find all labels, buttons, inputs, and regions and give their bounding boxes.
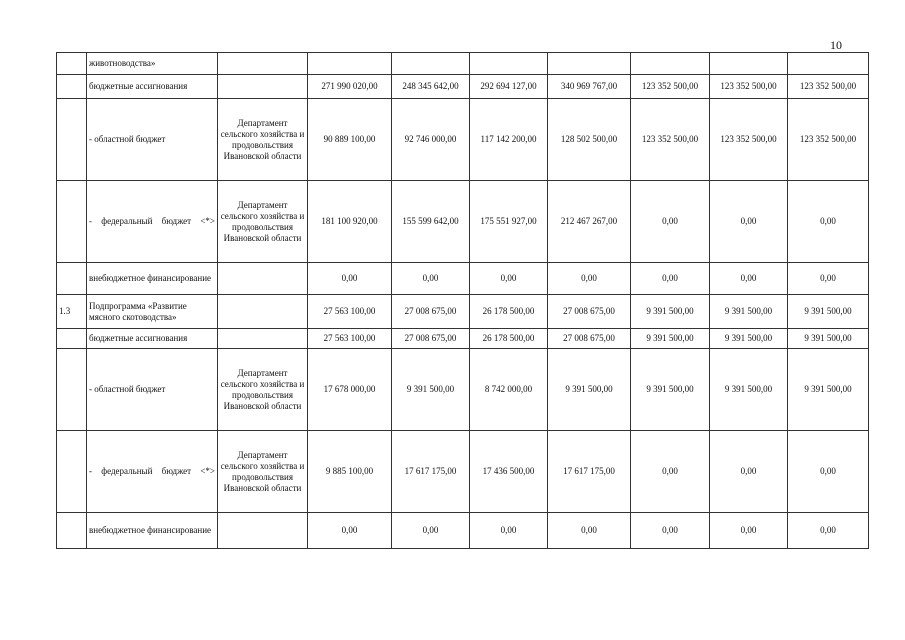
amount-cell: 9 391 500,00 [631, 349, 710, 431]
amount-cell [788, 53, 869, 75]
table-row [57, 263, 869, 295]
table-row [57, 181, 869, 263]
amount-cell: 0,00 [392, 263, 470, 295]
row-label: бюджетные ассигнования [87, 329, 218, 349]
executor-cell: Департамент сельского хозяйства и продовольствия Ивановской области [218, 349, 308, 431]
amount-cell: 181 100 920,00 [308, 181, 392, 263]
amount-cell: 340 969 767,00 [548, 75, 631, 99]
amount-cell: 0,00 [470, 513, 548, 549]
amount-cell: 9 391 500,00 [788, 295, 869, 329]
budget-table [56, 52, 869, 549]
table-row [57, 75, 869, 99]
amount-cell: 0,00 [631, 431, 710, 513]
amount-cell [308, 53, 392, 75]
amount-cell: 0,00 [788, 431, 869, 513]
executor-cell [218, 329, 308, 349]
row-index [57, 329, 87, 349]
amount-cell: 26 178 500,00 [470, 329, 548, 349]
amount-cell: 0,00 [710, 431, 788, 513]
row-index: 1.3 [57, 295, 87, 329]
amount-cell: 123 352 500,00 [788, 99, 869, 181]
table-row [57, 431, 869, 513]
row-index [57, 53, 87, 75]
row-index [57, 263, 87, 295]
amount-cell: 0,00 [308, 513, 392, 549]
executor-cell: Департамент сельского хозяйства и продовольствия Ивановской области [218, 181, 308, 263]
amount-cell: 92 746 000,00 [392, 99, 470, 181]
row-index [57, 99, 87, 181]
executor-cell [218, 53, 308, 75]
amount-cell: 0,00 [548, 263, 631, 295]
amount-cell: 0,00 [548, 513, 631, 549]
amount-cell: 0,00 [710, 513, 788, 549]
amount-cell: 128 502 500,00 [548, 99, 631, 181]
amount-cell: 27 008 675,00 [548, 295, 631, 329]
amount-cell: 117 142 200,00 [470, 99, 548, 181]
executor-cell: Департамент сельского хозяйства и продовольствия Ивановской области [218, 99, 308, 181]
amount-cell: 27 563 100,00 [308, 329, 392, 349]
amount-cell: 9 391 500,00 [710, 329, 788, 349]
row-label: - федеральный бюджет <*> [87, 431, 218, 513]
table-row [57, 53, 869, 75]
amount-cell [470, 53, 548, 75]
amount-cell: 212 467 267,00 [548, 181, 631, 263]
executor-cell [218, 513, 308, 549]
executor-cell [218, 263, 308, 295]
amount-cell: 123 352 500,00 [710, 99, 788, 181]
row-label: внебюджетное финансирование [87, 263, 218, 295]
row-index [57, 75, 87, 99]
amount-cell: 0,00 [631, 263, 710, 295]
row-index [57, 431, 87, 513]
amount-cell: 0,00 [710, 181, 788, 263]
amount-cell: 292 694 127,00 [470, 75, 548, 99]
amount-cell: 8 742 000,00 [470, 349, 548, 431]
table-row [57, 513, 869, 549]
row-label: бюджетные ассигнования [87, 75, 218, 99]
amount-cell: 9 391 500,00 [788, 329, 869, 349]
amount-cell: 123 352 500,00 [788, 75, 869, 99]
row-label: внебюджетное финансирование [87, 513, 218, 549]
amount-cell: 9 391 500,00 [788, 349, 869, 431]
page-number: 10 [830, 38, 842, 52]
amount-cell: 0,00 [392, 513, 470, 549]
table-row [57, 349, 869, 431]
amount-cell: 9 391 500,00 [548, 349, 631, 431]
amount-cell: 0,00 [710, 263, 788, 295]
amount-cell: 17 617 175,00 [392, 431, 470, 513]
row-index [57, 181, 87, 263]
amount-cell: 90 889 100,00 [308, 99, 392, 181]
amount-cell: 123 352 500,00 [631, 99, 710, 181]
amount-cell: 27 008 675,00 [548, 329, 631, 349]
amount-cell: 9 391 500,00 [392, 349, 470, 431]
amount-cell: 0,00 [631, 181, 710, 263]
table-row [57, 295, 869, 329]
executor-cell [218, 295, 308, 329]
amount-cell: 123 352 500,00 [631, 75, 710, 99]
amount-cell: 0,00 [470, 263, 548, 295]
table-row [57, 329, 869, 349]
amount-cell [392, 53, 470, 75]
row-label: животноводства» [87, 53, 218, 75]
amount-cell [710, 53, 788, 75]
amount-cell: 0,00 [788, 181, 869, 263]
amount-cell: 0,00 [788, 513, 869, 549]
amount-cell: 9 391 500,00 [631, 295, 710, 329]
amount-cell: 0,00 [788, 263, 869, 295]
amount-cell: 9 391 500,00 [710, 349, 788, 431]
amount-cell: 9 391 500,00 [710, 295, 788, 329]
row-index [57, 513, 87, 549]
row-label: - федеральный бюджет <*> [87, 181, 218, 263]
amount-cell: 17 678 000,00 [308, 349, 392, 431]
executor-cell [218, 75, 308, 99]
amount-cell: 17 436 500,00 [470, 431, 548, 513]
amount-cell: 27 563 100,00 [308, 295, 392, 329]
amount-cell: 248 345 642,00 [392, 75, 470, 99]
amount-cell: 0,00 [631, 513, 710, 549]
amount-cell: 0,00 [308, 263, 392, 295]
amount-cell: 17 617 175,00 [548, 431, 631, 513]
executor-cell: Департамент сельского хозяйства и продовольствия Ивановской области [218, 431, 308, 513]
amount-cell: 123 352 500,00 [710, 75, 788, 99]
amount-cell: 175 551 927,00 [470, 181, 548, 263]
amount-cell [631, 53, 710, 75]
amount-cell: 26 178 500,00 [470, 295, 548, 329]
table-row [57, 99, 869, 181]
amount-cell: 27 008 675,00 [392, 329, 470, 349]
amount-cell [548, 53, 631, 75]
amount-cell: 9 391 500,00 [631, 329, 710, 349]
row-label: - областной бюджет [87, 99, 218, 181]
amount-cell: 9 885 100,00 [308, 431, 392, 513]
amount-cell: 27 008 675,00 [392, 295, 470, 329]
row-index [57, 349, 87, 431]
row-label: Подпрограмма «Развитие мясного скотоводства» [87, 295, 218, 329]
amount-cell: 155 599 642,00 [392, 181, 470, 263]
row-label: - областной бюджет [87, 349, 218, 431]
amount-cell: 271 990 020,00 [308, 75, 392, 99]
